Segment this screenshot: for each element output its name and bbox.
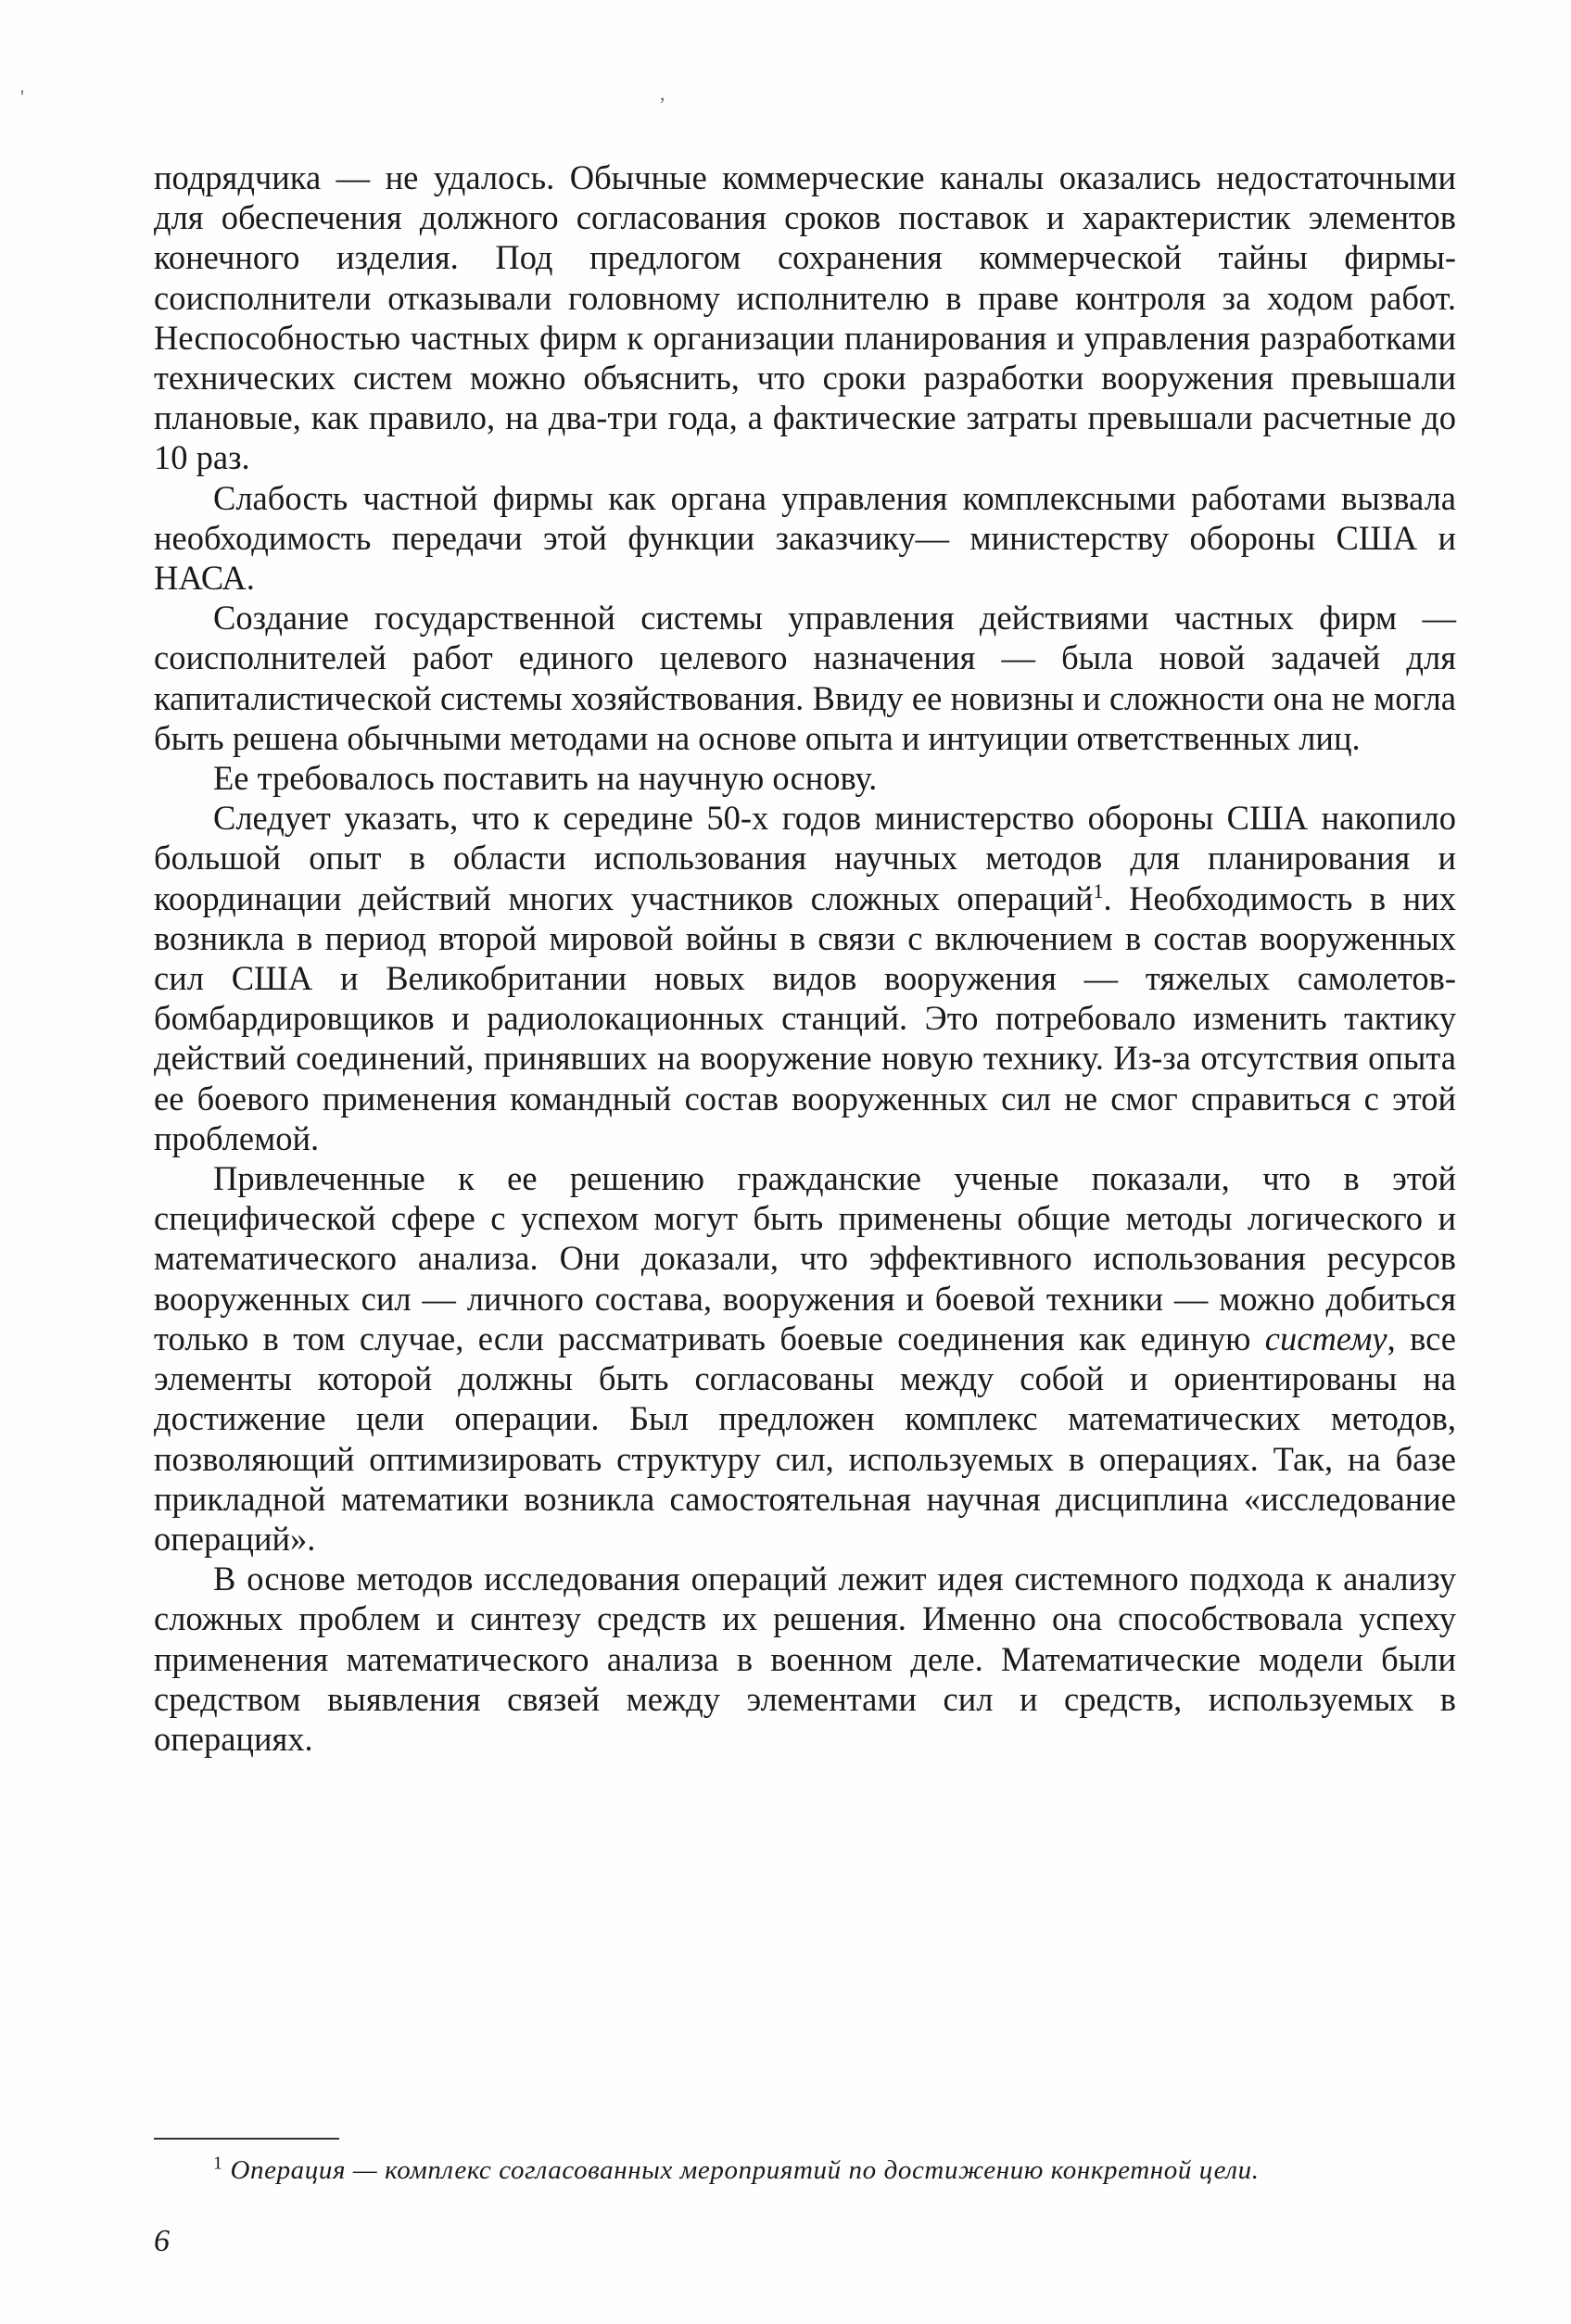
paragraph: В основе методов исследования операций лежит идея системного подхода к анализу сложных проблем и синтезу средств их решения. Именно она способствовала успеху применения математического анализа в военном деле. Математические модели были средством выявления связей между элементами сил и средств, используемых в операциях.: [154, 1560, 1456, 1758]
emphasis-word: систему: [1264, 1319, 1387, 1358]
footnote-reference: 1: [1093, 878, 1104, 903]
paragraph-with-footnote-ref: [154, 798, 1456, 1158]
paragraph-text: Привлеченные к ее решению гражданские ученые показали, что в этой специфической сфере с успехом могут быть применены общие методы логического и математического анализа. Они доказали, что эффективного использования ресурсов вооруженных сил — личного состава, вооружения и боевой техники — можно добиться только в том случае, если рассматривать боевые соединения как единую: [154, 1159, 1456, 1358]
body-text: [154, 158, 1456, 1759]
scan-speck: ': [20, 85, 24, 108]
paragraph: подрядчика — не удалось. Обычные коммерческие каналы оказались недостаточными для обеспечения должного согласования сроков поставок и характеристик элементов конечного изделия. Под предлогом сохранения коммерческой тайны фирмы-соисполнители отказывали головному исполнителю в праве контроля за ходом работ. Неспособностью частных фирм к организации планирования и управления разработками технических систем можно объяснить, что сроки разработки вооружения превышали плановые, как правило, на два-три года, а фактические затраты превышали расчетные до 10 раз.: [154, 158, 1456, 477]
paragraph-text: , все элементы которой должны быть согласованы между собой и ориентированы на достижение цели операции. Был предложен комплекс математических методов, позволяющий оптимизировать структуру сил, используемых в операциях. Так, на базе прикладной математики возникла самостоятельная научная дисциплина «исследование операций».: [154, 1319, 1456, 1558]
paragraph-with-emphasis: [154, 1158, 1456, 1559]
paragraph-text: Следует указать, что к середине 50-х годов министерство обороны США накопило большой опыт в области использования научных методов для планирования и координации действий многих участников сложных операций: [154, 799, 1456, 917]
footnote: [154, 2154, 1456, 2187]
paragraph: Ее требовалось поставить на научную основу.: [213, 759, 878, 798]
paragraph: Создание государственной системы управления действиями частных фирм — соисполнителей работ единого целевого назначения — была новой задачей для капиталистической системы хозяйствования. Ввиду ее новизны и сложности она не могла быть решена обычными методами на основе опыта и интуиции ответственных лиц.: [154, 599, 1456, 757]
paragraph-text: . Необходимость в них возникла в период второй мировой войны в связи с включением в состав вооруженных сил США и Великобритании новых видов вооружения — тяжелых самолетов-бомбардировщиков и радиолокационных станций. Это потребовало изменить тактику действий соединений, принявших на вооружение новую технику. Из-за отсутствия опыта ее боевого применения командный состав вооруженных сил не смог справиться с этой проблемой.: [154, 878, 1456, 1157]
footnote-mark: 1: [213, 2153, 223, 2174]
footnote-separator: [154, 2138, 339, 2140]
paragraph: Слабость частной фирмы как органа управления комплексными работами вызвала необходимость передачи этой функции заказчику— министерству обороны США и НАСА.: [154, 478, 1456, 598]
footnote-text: Операция — комплекс согласованных мероприятий по достижению конкретной цели.: [230, 2155, 1260, 2185]
scan-speck: ,: [660, 82, 665, 105]
page-number: 6: [154, 2224, 170, 2258]
